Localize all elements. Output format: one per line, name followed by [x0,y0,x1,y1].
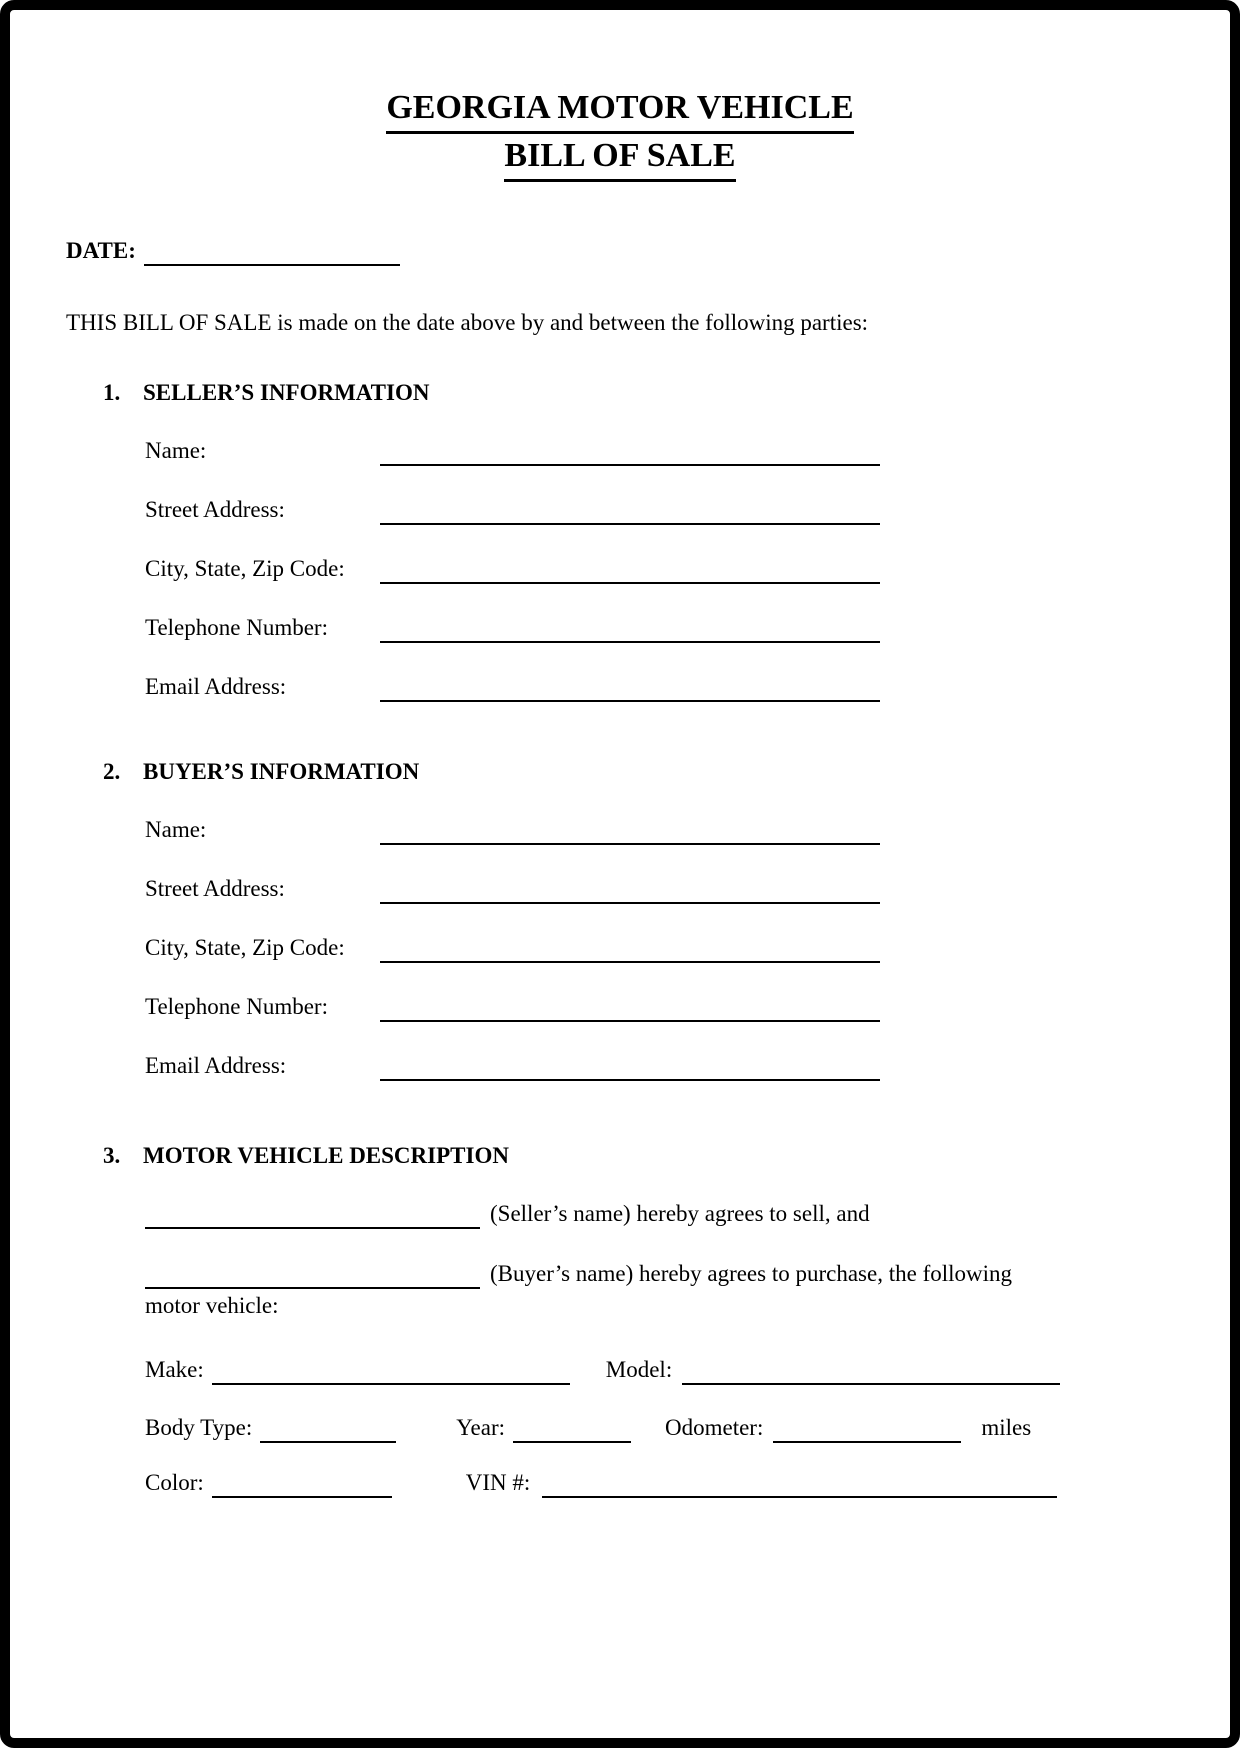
seller-fields [66,436,1174,702]
buyer-name-row [66,815,1174,845]
seller-city-state-zip-input[interactable] [380,558,880,584]
color-input[interactable] [212,1472,392,1498]
seller-email-row [66,672,1174,702]
buyer-fields [66,815,1174,1081]
seller-clause-text: (Seller’s name) hereby agrees to sell, and [490,1201,870,1226]
color-vin-row [145,1468,1174,1498]
vin-label: VIN #: [465,1470,531,1495]
seller-info-section [66,378,1174,702]
model-label: Model: [605,1357,673,1382]
buyer-clause-continued: motor vehicle: [145,1293,279,1318]
seller-section-number: 1. [103,380,121,405]
buyer-name-label: Name: [145,817,207,842]
vehicle-description-body [145,1199,1174,1321]
seller-section-heading [66,378,1174,408]
seller-section-title: SELLER’S INFORMATION [143,380,430,405]
buyer-email-label: Email Address: [145,1053,287,1078]
buyer-city-row [66,933,1174,963]
odometer-input[interactable] [773,1417,961,1443]
seller-phone-label: Telephone Number: [145,615,328,640]
seller-street-row [66,495,1174,525]
buyer-city-state-zip-input[interactable] [380,937,880,963]
vehicle-section-heading [66,1141,1174,1171]
seller-email-label: Email Address: [145,674,287,699]
body-year-odometer-row [145,1413,1174,1443]
seller-street-address-input[interactable] [380,499,880,525]
buyer-section-number: 2. [103,759,121,784]
buyer-section-title: BUYER’S INFORMATION [143,759,420,784]
buyer-clause-row [145,1259,1174,1289]
buyer-street-label: Street Address: [145,876,285,901]
seller-city-row [66,554,1174,584]
document-title [66,86,1174,182]
vin-input[interactable] [542,1472,1057,1498]
make-input[interactable] [212,1359,570,1385]
buyer-section-heading [66,757,1174,787]
intro-paragraph: THIS BILL OF SALE is made on the date above by and between the following parties: [66,310,869,335]
date-row [66,236,1174,266]
make-model-row [145,1355,1174,1385]
body-type-label: Body Type: [145,1415,253,1440]
seller-name-input[interactable] [380,440,880,466]
seller-street-label: Street Address: [145,497,285,522]
document-title-line1: GEORGIA MOTOR VEHICLE [386,86,853,134]
body-type-input[interactable] [260,1417,396,1443]
seller-name-row [66,436,1174,466]
date-label: DATE: [66,238,136,263]
buyer-clause-text: (Buyer’s name) hereby agrees to purchase, the following [490,1261,1013,1286]
seller-email-input[interactable] [380,676,880,702]
buyer-phone-row [66,992,1174,1022]
date-input[interactable] [144,240,400,266]
color-label: Color: [145,1470,204,1495]
model-input[interactable] [682,1359,1060,1385]
seller-phone-row [66,613,1174,643]
buyer-telephone-input[interactable] [380,996,880,1022]
buyer-city-label: City, State, Zip Code: [145,935,345,960]
seller-city-label: City, State, Zip Code: [145,556,345,581]
seller-clause-row [145,1199,1174,1229]
vehicle-description-section [66,1141,1174,1498]
make-label: Make: [145,1357,204,1382]
buyer-street-row [66,874,1174,904]
buyer-name-blank-input[interactable] [145,1263,480,1289]
year-input[interactable] [513,1417,631,1443]
buyer-info-section [66,757,1174,1081]
year-label: Year: [456,1415,505,1440]
odometer-label: Odometer: [665,1415,764,1440]
buyer-street-address-input[interactable] [380,878,880,904]
buyer-phone-label: Telephone Number: [145,994,328,1019]
seller-name-blank-input[interactable] [145,1203,480,1229]
seller-name-label: Name: [145,438,207,463]
odometer-unit-label: miles [981,1415,1032,1440]
vehicle-section-number: 3. [103,1143,121,1168]
buyer-email-row [66,1051,1174,1081]
buyer-name-input[interactable] [380,819,880,845]
seller-telephone-input[interactable] [380,617,880,643]
vehicle-section-title: MOTOR VEHICLE DESCRIPTION [143,1143,509,1168]
document-title-line2: BILL OF SALE [504,134,735,182]
buyer-email-input[interactable] [380,1055,880,1081]
